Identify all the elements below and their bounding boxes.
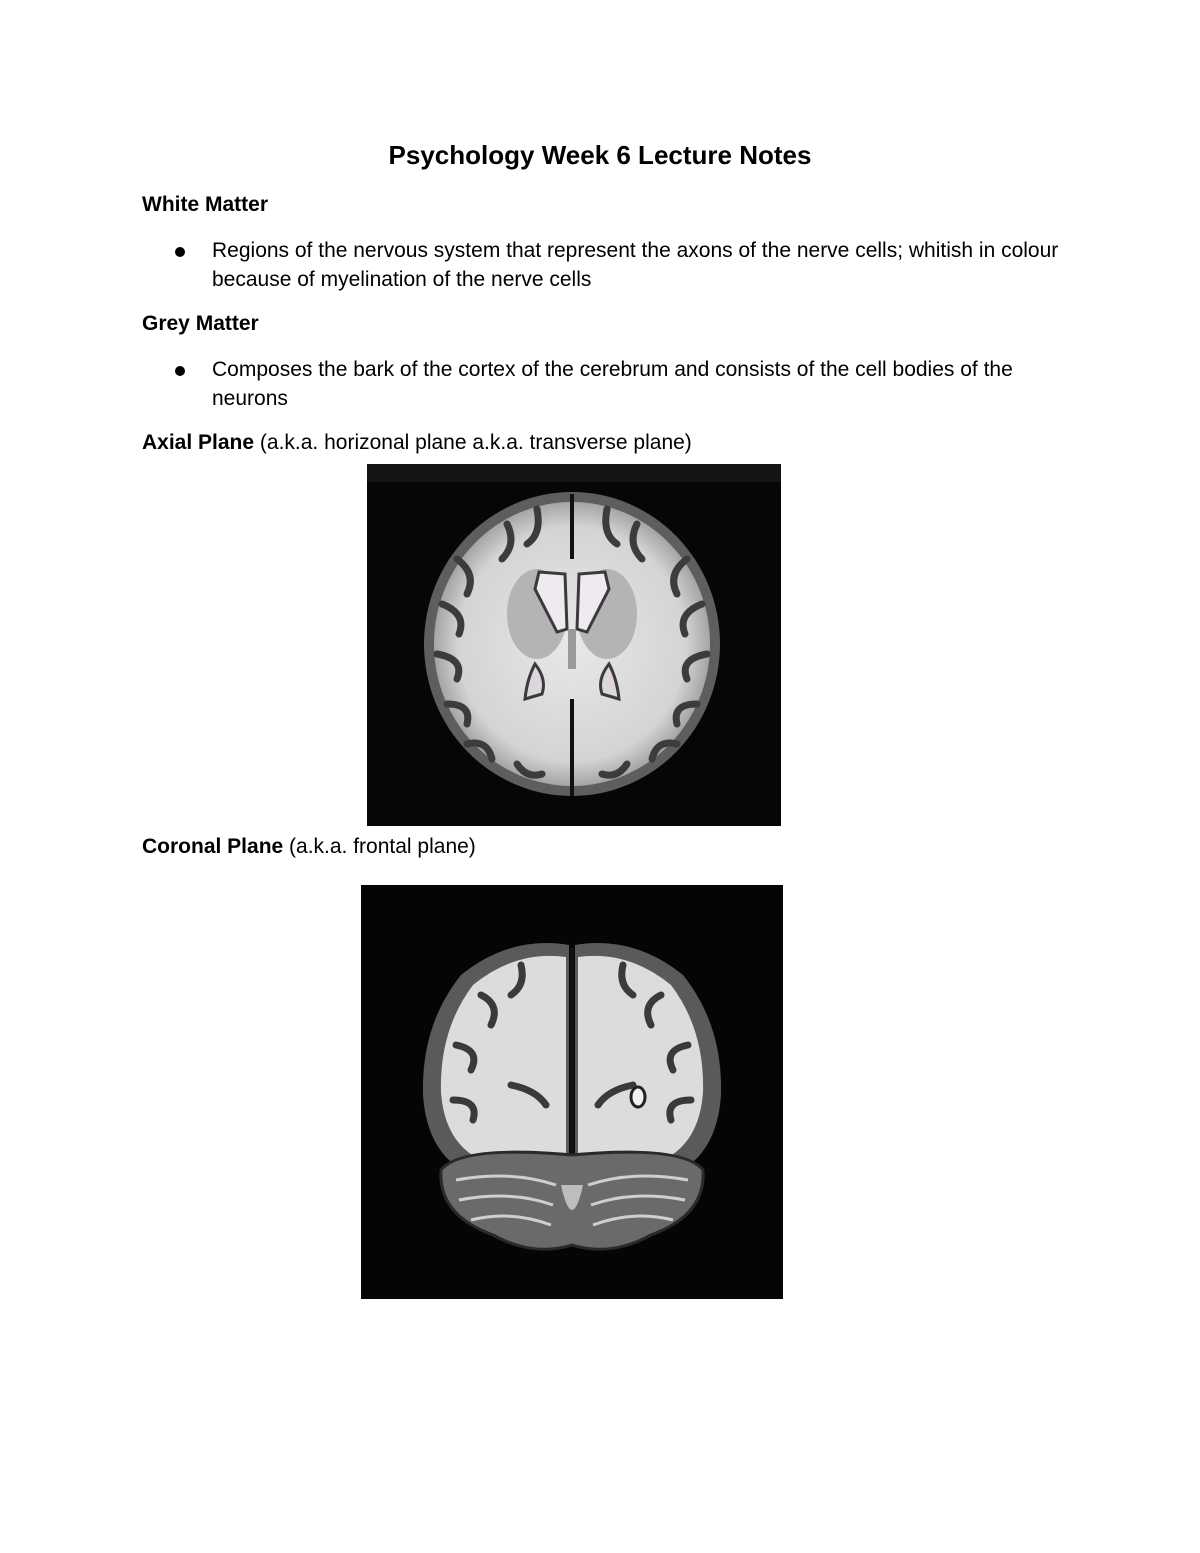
white-matter-definition: Regions of the nervous system that represent the axons of the nerve cells; whitish in colour because of myelination of the nerve cells bbox=[212, 239, 1059, 291]
page-title: Psychology Week 6 Lecture Notes bbox=[388, 140, 812, 170]
white-matter-heading: White Matter bbox=[142, 193, 268, 216]
axial-plane-note: (a.k.a. horizonal plane a.k.a. transverse plane) bbox=[254, 431, 692, 454]
grey-matter-heading: Grey Matter bbox=[142, 312, 259, 335]
coronal-plane-note: (a.k.a. frontal plane) bbox=[283, 835, 476, 858]
coronal-plane-label bbox=[142, 835, 476, 859]
axial-plane-label bbox=[142, 431, 692, 455]
coronal-brain-illustration bbox=[361, 885, 783, 1299]
bullet-icon bbox=[175, 366, 185, 376]
bullet-icon bbox=[175, 247, 185, 257]
coronal-brain-image bbox=[361, 885, 783, 1299]
white-matter-list bbox=[142, 236, 1072, 294]
list-item bbox=[142, 236, 1072, 294]
axial-brain-image bbox=[367, 464, 781, 826]
axial-plane-heading: Axial Plane bbox=[142, 431, 255, 454]
coronal-plane-heading: Coronal Plane bbox=[142, 835, 284, 858]
axial-brain-illustration bbox=[367, 464, 781, 826]
grey-matter-list bbox=[142, 355, 1072, 413]
list-item bbox=[142, 355, 1072, 413]
grey-matter-definition: Composes the bark of the cortex of the cerebrum and consists of the cell bodies of the neurons bbox=[212, 358, 1013, 410]
